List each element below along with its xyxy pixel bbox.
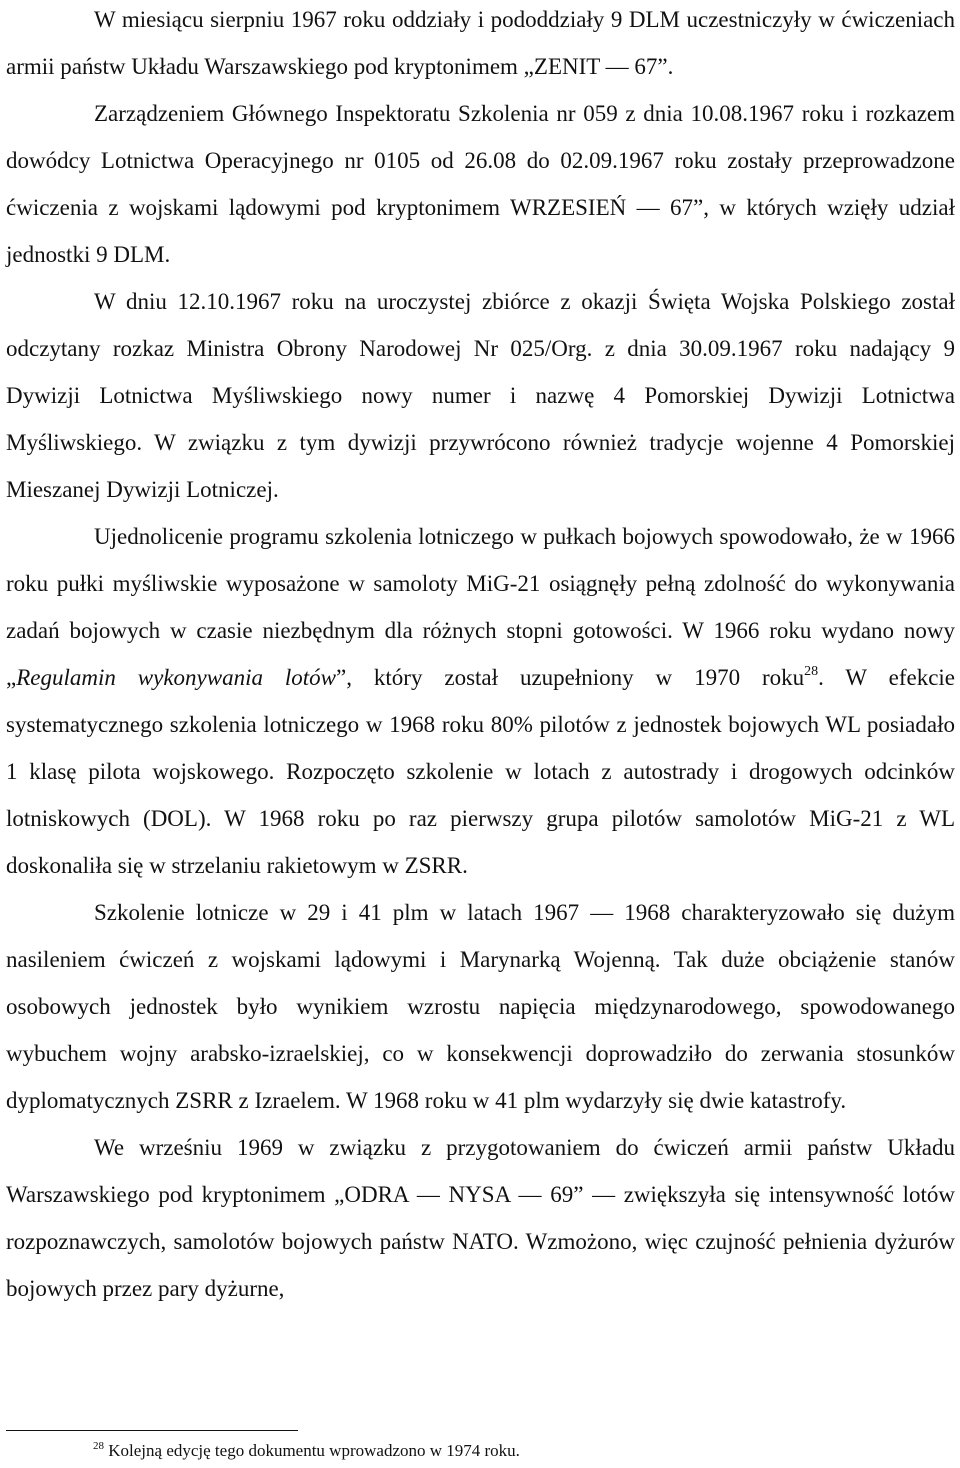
paragraph-text: Ujednolicenie programu szkolenia lotniczego w pułkach bojowych spowodowało, że w 1966 roku pułki myśliwskie wyposażone w samoloty MiG-21 osiągnęły pełną zdolność do wykonywania zadań bojowych w czasie niezbędnym dla różnych stopni gotowości. W 1966 roku wydano nowy „ xyxy=(6,524,955,690)
paragraph-odra-nysa-exercise: We wrześniu 1969 w związku z przygotowaniem do ćwiczeń armii państw Układu Warszawskiego pod kryptonimem „ODRA — NYSA — 69” — zwiększyła się intensywność lotów rozpoznawczych, samolotów bojowych państw NATO. Wzmożono, więc czujność pełnienia dyżurów bojowych przez pary dyżurne, xyxy=(6,1135,955,1301)
paragraph-training-program xyxy=(6,513,955,889)
paragraph-training-1967-1968: Szkolenie lotnicze w 29 i 41 plm w latach 1967 — 1968 charakteryzowało się dużym nasileniem ćwiczeń z wojskami lądowymi i Marynarką Wojenną. Tak duże obciążenie stanów osobowych jednostek było wynikiem wzrostu napięcia międzynarodowego, spowodowanego wybuchem wojny arabsko-izraelskiej, co w konsekwencji doprowadziło do zerwania stosunków dyplomatycznych ZSRR z Izraelem. W 1968 roku w 41 plm wydarzyły się dwie katastrofy. xyxy=(6,900,955,1113)
paragraph-renaming-division: W dniu 12.10.1967 roku na uroczystej zbiórce z okazji Święta Wojska Polskiego został odczytany rozkaz Ministra Obrony Narodowej Nr 025/Org. z dnia 30.09.1967 roku nadający 9 Dywizji Lotnictwa Myśliwskiego nowy numer i nazwę 4 Pomorskiej Dywizji Lotnictwa Myśliwskiego. W związku z tym dywizji przywrócono również tradycje wojenne 4 Pomorskiej Mieszanej Dywizji Lotniczej. xyxy=(6,289,955,502)
paragraph-zenit-exercise: W miesiącu sierpniu 1967 roku oddziały i pododdziały 9 DLM uczestniczyły w ćwiczeniach armii państw Układu Warszawskiego pod kryptonimem „ZENIT — 67”. xyxy=(6,7,955,79)
paragraph-text: . W efekcie systematycznego szkolenia lotniczego w 1968 roku 80% pilotów z jednostek bojowych WL posiadało 1 klasę pilota wojskowego. Rozpoczęto szkolenie w lotach z autostrady i drogowych odcinków lotniskowych (DOL). W 1968 roku po raz pierwszy grupa pilotów samolotów MiG-21 z WL doskonaliła się w strzelaniu rakietowym w ZSRR. xyxy=(6,665,956,878)
document-body xyxy=(6,0,955,1312)
footnote-reference[interactable]: 28 xyxy=(804,664,819,679)
paragraph-wrzesien-exercise: Zarządzeniem Głównego Inspektoratu Szkolenia nr 059 z dnia 10.08.1967 roku i rozkazem dowódcy Lotnictwa Operacyjnego nr 0105 od 26.08 do 02.09.1967 roku zostały przeprowadzone ćwiczenia z wojskami lądowymi pod kryptonimem WRZESIEŃ — 67”, w których wzięły udział jednostki 9 DLM. xyxy=(6,101,955,267)
footnote-number: 28 xyxy=(93,1440,104,1452)
footnote-text: Kolejną edycję tego dokumentu wprowadzono w 1974 roku. xyxy=(104,1441,520,1460)
paragraph-text: ”, który został uzupełniony w 1970 roku xyxy=(336,665,805,690)
footnote xyxy=(93,1440,520,1462)
footnote-separator xyxy=(6,1430,298,1431)
regulation-title: Regulamin wykonywania lotów xyxy=(16,665,337,690)
